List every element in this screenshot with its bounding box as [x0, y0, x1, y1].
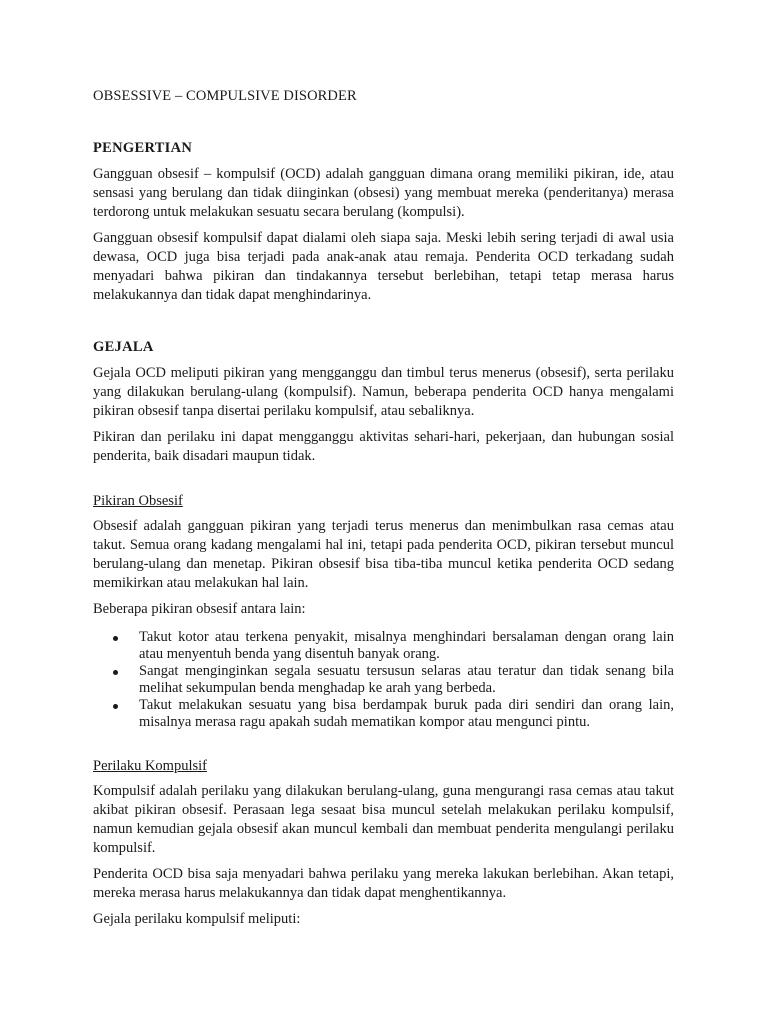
paragraph: Penderita OCD bisa saja menyadari bahwa perilaku yang mereka lakukan berlebihan. Akan tetapi, mereka merasa harus melakukannya dan tidak dapat menghentikannya.	[93, 866, 674, 901]
bullet-list	[93, 629, 674, 731]
list-item-text: Sangat menginginkan segala sesuatu tersusun selaras atau teratur dan tidak senang bila melihat sekumpulan benda menghadap ke arah yang berbeda.	[139, 663, 674, 696]
bullet-icon	[113, 636, 118, 641]
bullet-icon	[113, 670, 118, 675]
paragraph: Gejala perilaku kompulsif meliputi:	[93, 911, 301, 927]
section-heading-gejala: GEJALA	[93, 339, 154, 355]
paragraph: Obsesif adalah gangguan pikiran yang terjadi terus menerus dan menimbulkan rasa cemas atau takut. Semua orang kadang mengalami hal ini, tetapi pada penderita OCD, pikiran tersebut muncul berulang-ulang dan menetap. Pikiran obsesif bisa tiba-tiba muncul ketika penderita OCD sedang memikirkan atau melakukan hal lain.	[93, 518, 674, 591]
list-item	[93, 629, 674, 663]
paragraph: Kompulsif adalah perilaku yang dilakukan berulang-ulang, guna mengurangi rasa cemas atau takut akibat pikiran obsesif. Perasaan lega sesaat bisa muncul setelah melakukan perilaku kompulsif, namun kemudian gejala obsesif akan muncul kembali dan membuat penderita mengulangi perilaku kompulsif.	[93, 783, 674, 856]
paragraph: Beberapa pikiran obsesif antara lain:	[93, 601, 306, 617]
paragraph: Gangguan obsesif kompulsif dapat dialami oleh siapa saja. Meski lebih sering terjadi di awal usia dewasa, OCD juga bisa terjadi pada anak-anak atau remaja. Penderita OCD terkadang sudah menyadari bahwa pikiran dan tindakannya tersebut berlebihan, tetapi tetap merasa harus melakukannya dan tidak dapat menghindarinya.	[93, 230, 674, 303]
spacer	[93, 473, 674, 491]
paragraph: Gangguan obsesif – kompulsif (OCD) adalah gangguan dimana orang memiliki pikiran, ide, atau sensasi yang berulang dan tidak diinginkan (obsesi) yang membuat mereka (penderitanya) merasa terdorong untuk melakukan sesuatu secara berulang (kompulsi).	[93, 166, 674, 220]
section-heading-pengertian: PENGERTIAN	[93, 140, 193, 156]
list-item-text: Takut melakukan sesuatu yang bisa berdampak buruk pada diri sendiri dan orang lain, misalnya merasa ragu apakah sudah mematikan kompor atau mengunci pintu.	[139, 697, 674, 730]
list-item	[93, 697, 674, 731]
paragraph: Gejala OCD meliputi pikiran yang mengganggu dan timbul terus menerus (obsesif), serta perilaku yang dilakukan berulang-ulang (kompulsif). Namun, beberapa penderita OCD hanya mengalami pikiran obsesif tanpa disertai perilaku kompulsif, atau sebaliknya.	[93, 365, 674, 419]
paragraph: Pikiran dan perilaku ini dapat mengganggu aktivitas sehari-hari, pekerjaan, dan hubungan sosial penderita, baik disadari maupun tidak.	[93, 429, 674, 464]
document-body	[93, 86, 674, 936]
subheading-pikiran-obsesif: Pikiran Obsesif	[93, 493, 183, 509]
spacer	[93, 731, 674, 756]
subheading-perilaku-kompulsif: Perilaku Kompulsif	[93, 758, 207, 774]
list-item	[93, 663, 674, 697]
list-item-text: Takut kotor atau terkena penyakit, misalnya menghindari bersalaman dengan orang lain atau menyentuh benda yang disentuh banyak orang.	[139, 629, 674, 662]
bullet-icon	[113, 704, 118, 709]
spacer	[93, 312, 674, 337]
document-title: OBSESSIVE – COMPULSIVE DISORDER	[93, 88, 357, 104]
